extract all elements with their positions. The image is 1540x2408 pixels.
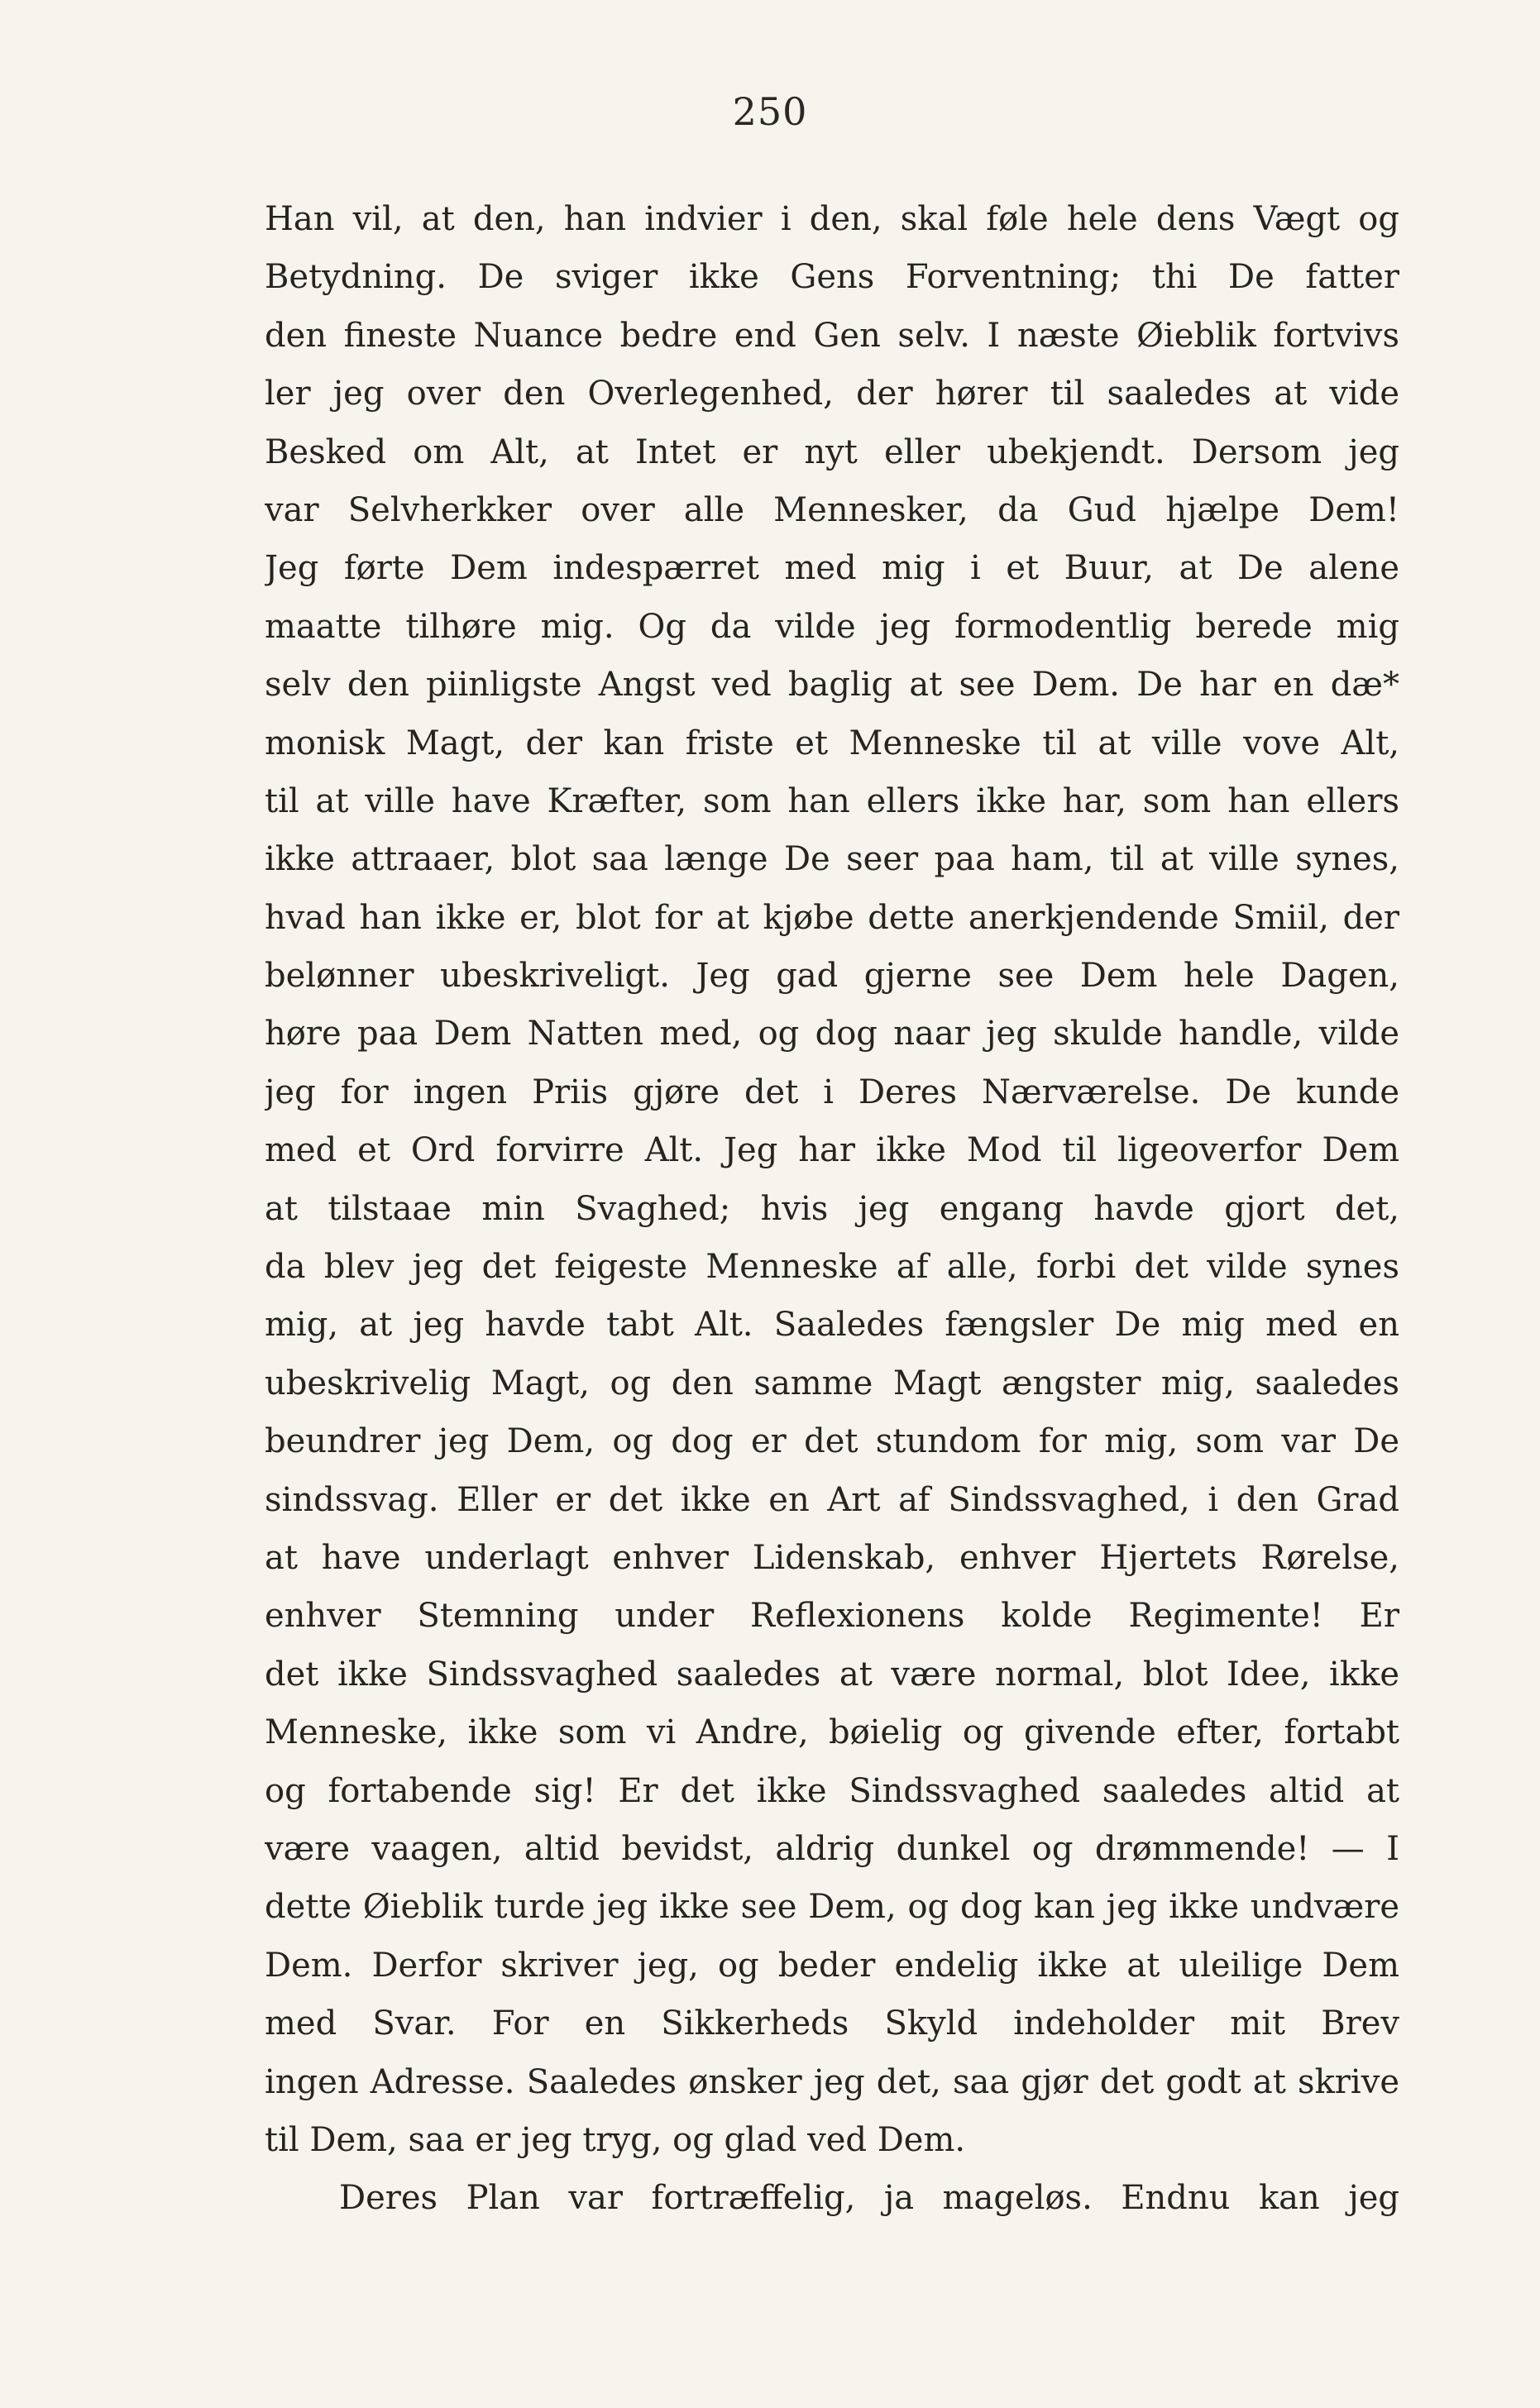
text-line: ingen Adresse. Saaledes ønsker jeg det, saa gjør det godt at skrive <box>265 2062 1399 2101</box>
text-line: være vaagen, altid bevidst, aldrig dunkel og drømmende! — I <box>265 1829 1399 1868</box>
text-line: selv den piinligste Angst ved baglig at see Dem. De har en dæ* <box>265 666 1399 705</box>
text-line: Dem. Derfor skriver jeg, og beder endelig ikke at uleilige Dem <box>265 1946 1399 1985</box>
text-line: at tilstaae min Svaghed; hvis jeg engang havde gjort det, <box>265 1189 1399 1228</box>
text-line: maatte tilhøre mig. Og da vilde jeg formodentlig berede mig <box>265 607 1399 646</box>
text-line: jeg for ingen Priis gjøre det i Deres Nærværelse. De kunde <box>265 1073 1399 1111</box>
text-line: var Selvherkker over alle Mennesker, da Gud hjælpe Dem! <box>265 490 1399 529</box>
text-line: hvad han ikke er, blot for at kjøbe dette anerkjendende Smiil, der <box>265 898 1399 937</box>
text-line: Betydning. De sviger ikke Gens Forventning; thi De fatter <box>265 258 1399 297</box>
text-line: ikke attraaer, blot saa længe De seer paa ham, til at ville synes, <box>265 840 1399 879</box>
text-line: belønner ubeskriveligt. Jeg gad gjerne see Dem hele Dagen, <box>265 957 1399 996</box>
text-line: mig, at jeg havde tabt Alt. Saaledes fængsler De mig med en <box>265 1306 1399 1345</box>
text-line: med et Ord forvirre Alt. Jeg har ikke Mod til ligeoverfor Dem <box>265 1131 1399 1170</box>
text-line: dette Øieblik turde jeg ikke see Dem, og dog kan jeg ikke undvære <box>265 1888 1399 1927</box>
text-line: da blev jeg det feigeste Menneske af alle, forbi det vilde synes <box>265 1248 1399 1287</box>
text-line: monisk Magt, der kan friste et Menneske til at ville vove Alt, <box>265 724 1399 762</box>
text-line: til at ville have Kræfter, som han ellers ikke har, som han ellers <box>265 781 1399 820</box>
text-line: høre paa Dem Natten med, og dog naar jeg skulde handle, vilde <box>265 1015 1399 1054</box>
text-line: og fortabende sig! Er det ikke Sindssvaghed saaledes altid at <box>265 1771 1399 1810</box>
page-number: 250 <box>732 89 808 134</box>
text-line: Deres Plan var fortræffelig, ja mageløs. Endnu kan jeg <box>339 2179 1399 2218</box>
text-line: ubeskrivelig Magt, og den samme Magt ængster mig, saaledes <box>265 1364 1399 1402</box>
text-line: Besked om Alt, at Intet er nyt eller ubekjendt. Dersom jeg <box>265 432 1399 471</box>
text-line: Jeg førte Dem indespærret med mig i et Buur, at De alene <box>265 549 1399 588</box>
text-line: det ikke Sindssvaghed saaledes at være normal, blot Idee, ikke <box>265 1655 1399 1694</box>
text-line: ler jeg over den Overlegenhed, der hører til saaledes at vide <box>265 375 1399 413</box>
text-line: sindssvag. Eller er det ikke en Art af Sindssvaghed, i den Grad <box>265 1480 1399 1519</box>
text-line: beundrer jeg Dem, og dog er det stundom for mig, som var De <box>265 1422 1399 1461</box>
text-line: Han vil, at den, han indvier i den, skal føle hele dens Vægt og <box>265 200 1399 238</box>
body-text <box>265 190 1399 2228</box>
text-line: den fineste Nuance bedre end Gen selv. I næste Øieblik fortvivs <box>265 316 1399 355</box>
text-line: med Svar. For en Sikkerheds Skyld indeholder mit Brev <box>265 2004 1399 2043</box>
text-line: enhver Stemning under Reflexionens kolde Regimente! Er <box>265 1597 1399 1636</box>
text-line: til Dem, saa er jeg tryg, og glad ved Dem. <box>265 2120 966 2159</box>
text-line: Menneske, ikke som vi Andre, bøielig og givende efter, fortabt <box>265 1713 1399 1752</box>
text-line: at have underlagt enhver Lidenskab, enhver Hjertets Rørelse, <box>265 1538 1399 1577</box>
